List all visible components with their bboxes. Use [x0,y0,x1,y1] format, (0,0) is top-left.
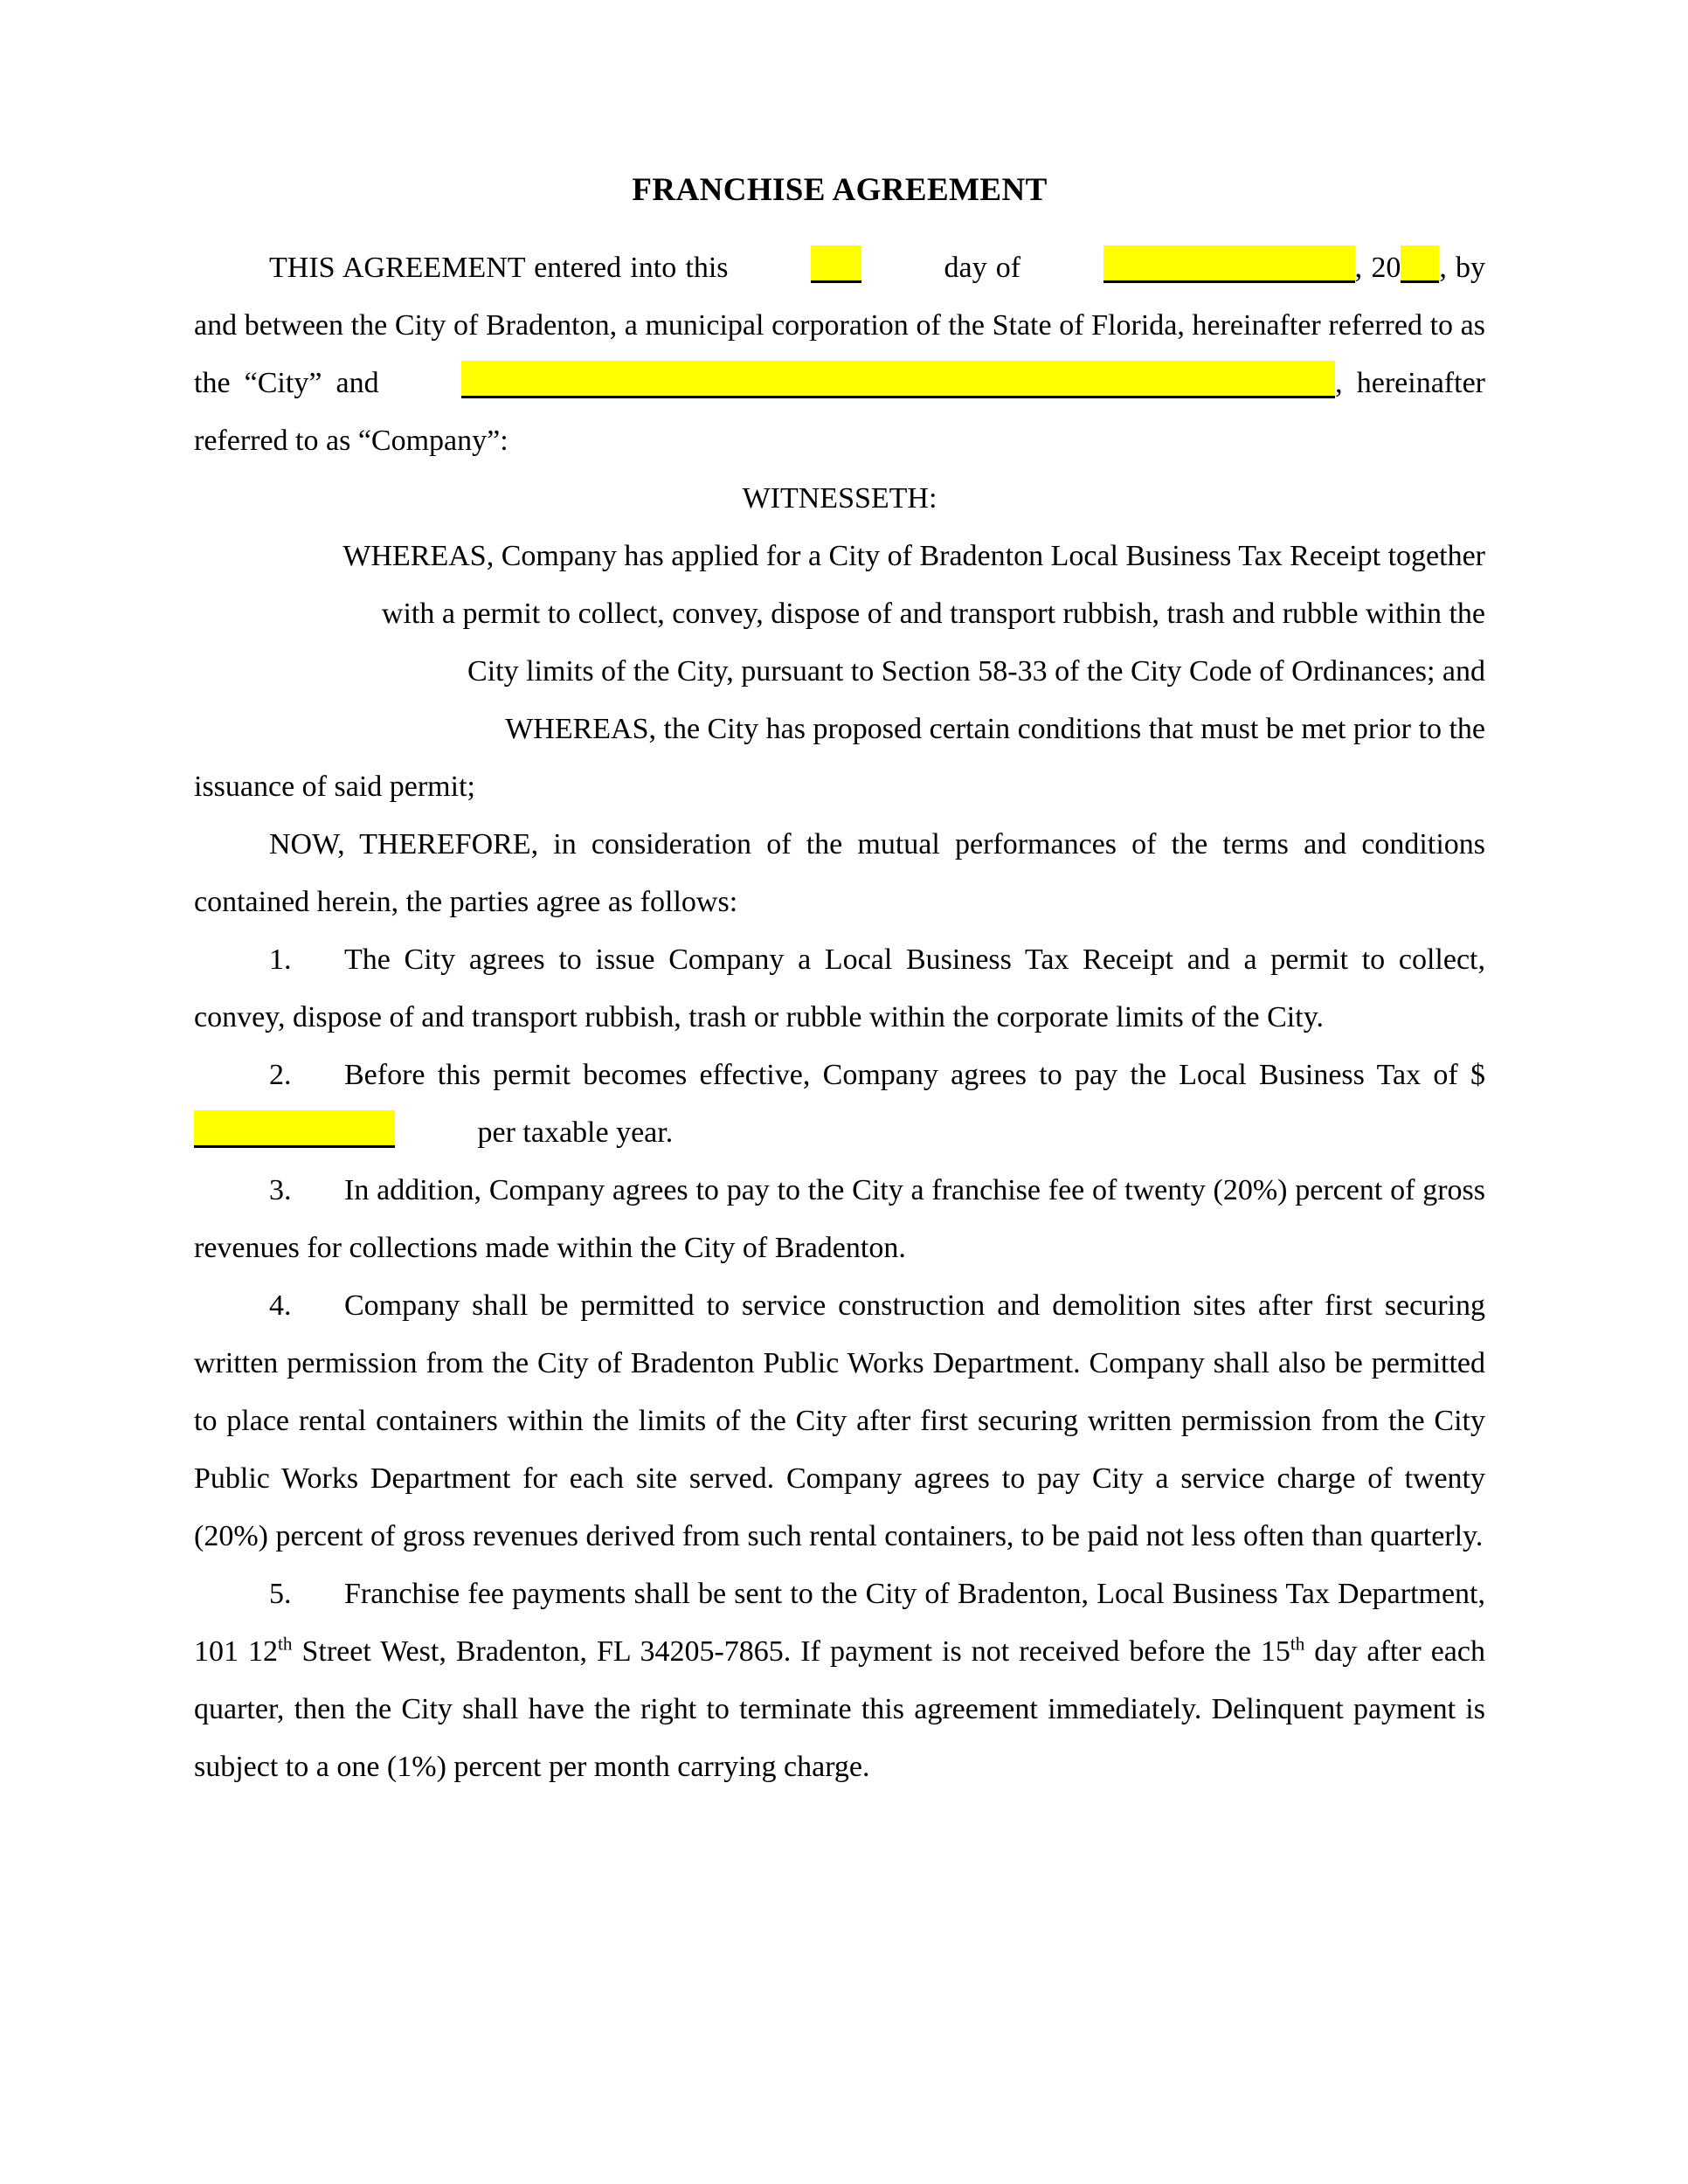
clause-2-text-before-blank: Before this permit becomes effective, Company agrees to pay the Local Business Tax of $ [344,1059,1485,1092]
clause-4-number: 4. [269,1289,292,1323]
whereas-recitals [194,528,1485,758]
intro-lead-text: THIS AGREEMENT entered into this [269,252,729,285]
day-blank-field[interactable] [811,245,861,283]
page-title: FRANCHISE AGREEMENT [632,172,1048,208]
clause-4-text: Company shall be permitted to service construction and demolition sites after first securing written permission from the City of Bradenton Public Works Department. Company shall also be permitted to place rental containers within the limits of the City after first securing written permission from the City Public Works Department for each site served. Company agrees to pay City a service charge of twenty (20%) percent of gross revenues derived from such rental containers, to be paid not less often than quarterly. [194,1289,1485,1553]
whereas-line: City limits of the City, pursuant to Section 58-33 of the City Code of Ordinances; and [467,655,1485,688]
tax-amount-blank-field[interactable] [194,1110,395,1148]
clause-5-number: 5. [269,1578,292,1611]
issuance-line: issuance of said permit; [194,771,475,804]
clause-2 [194,1047,1485,1162]
clause-5-text-part-b: Street West, Bradenton, FL 34205-7865. If payment is not received before the 15 [292,1635,1290,1669]
clause-2-text-after-blank: per taxable year. [477,1116,674,1150]
intro-after-day-text: day of [944,252,1021,285]
clause-5 [194,1565,1485,1796]
clause-5-text-part-c: day after each quarter, then the City shall have the right to terminate this agreement immediately. Delinquent payment is subject to a one (1%) percent per month carrying charge. [194,1635,1485,1784]
clause-3 [194,1162,1485,1277]
clause-1-number: 1. [269,943,292,977]
clause-2-number: 2. [269,1059,292,1092]
ordinal-suffix-12th: th [278,1634,293,1655]
whereas-line: with a permit to collect, convey, dispose of and transport rubbish, trash and rubble within the [381,598,1485,631]
now-therefore-paragraph: NOW, THEREFORE, in consideration of the mutual performances of the terms and conditions contained herein, the parties agree as follows: [194,828,1485,919]
clause-1 [194,931,1485,1047]
clause-5-text-part-a: Franchise fee payments shall be sent to the City of Bradenton, Local Business Tax Department, 101 12 [194,1578,1485,1669]
whereas-line: WHEREAS, the City has proposed certain conditions that must be met prior to the [505,713,1485,746]
clause-3-text: In addition, Company agrees to pay to the City a franchise fee of twenty (20%) percent of gross revenues for collections made within the City of Bradenton. [194,1174,1485,1265]
month-blank-field[interactable] [1103,245,1355,283]
clause-3-number: 3. [269,1174,292,1207]
ordinal-suffix-15th: th [1290,1634,1305,1655]
intro-after-company-text: , hereinafter referred to as “Company”: [194,367,1485,458]
intro-after-year-text: , by and between the City of Bradenton, a municipal corporation of the State of Florida, hereinafter referred to as the “City” and [194,252,1485,400]
whereas-line: WHEREAS, Company has applied for a City of Bradenton Local Business Tax Receipt together [342,540,1485,573]
clause-1-text: The City agrees to issue Company a Local Business Tax Receipt and a permit to collect, convey, dispose of and transport rubbish, trash or rubble within the corporate limits of the City. [194,943,1485,1034]
company-name-blank-field[interactable] [461,361,1335,398]
year-blank-field[interactable] [1401,245,1439,283]
clause-4 [194,1277,1485,1565]
document-body [194,171,1485,1796]
intro-after-month-text: , 20 [1354,252,1401,285]
witnesseth-heading: WITNESSETH: [742,482,937,515]
intro-paragraph [194,239,1485,470]
